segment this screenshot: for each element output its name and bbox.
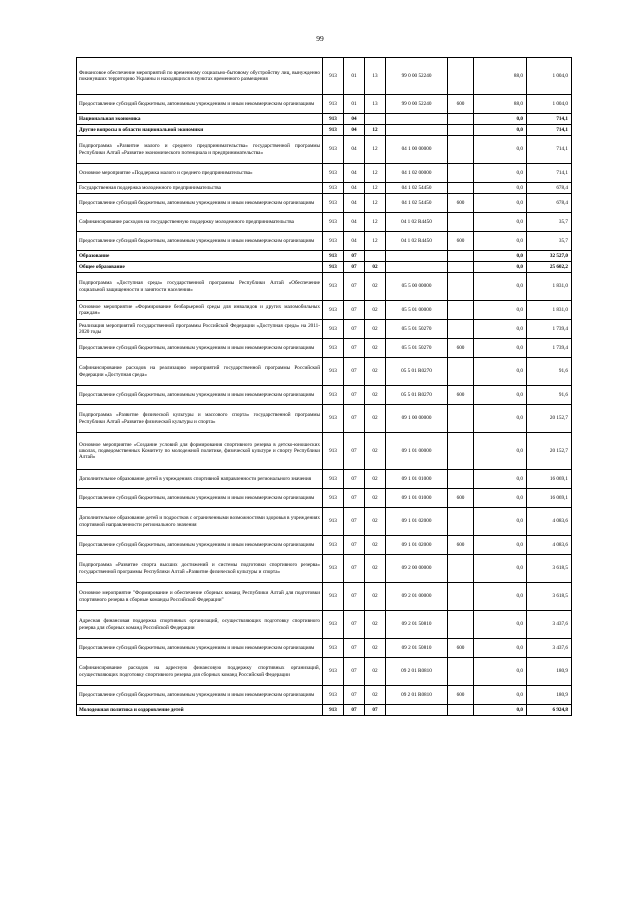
- row-section-code: 04: [344, 232, 365, 251]
- row-amount-2: 714,1: [527, 114, 572, 125]
- row-amount-1: 0,0: [474, 433, 527, 470]
- table-row: [77, 705, 572, 716]
- row-section-code: 07: [344, 705, 365, 716]
- row-target-article: 09 2 01 50810: [386, 639, 448, 658]
- row-amount-2: 678,4: [527, 194, 572, 213]
- row-name: Предоставление субсидий бюджетным, автономным учреждениям и иным некоммерческим организациям: [77, 339, 323, 358]
- row-section-code: 07: [344, 489, 365, 508]
- row-admin-code: 913: [323, 536, 344, 555]
- row-admin-code: 913: [323, 639, 344, 658]
- row-subsection-code: 13: [365, 58, 386, 95]
- row-amount-2: 714,1: [527, 164, 572, 183]
- row-target-article: 09 1 01 00000: [386, 433, 448, 470]
- row-subsection-code: 12: [365, 232, 386, 251]
- row-expense-type: [448, 273, 474, 301]
- row-amount-2: 1 739,4: [527, 339, 572, 358]
- row-amount-1: 0,0: [474, 164, 527, 183]
- row-amount-1: 0,0: [474, 639, 527, 658]
- row-admin-code: 913: [323, 470, 344, 489]
- row-amount-1: 0,0: [474, 658, 527, 686]
- row-expense-type: 600: [448, 194, 474, 213]
- table-row: [77, 114, 572, 125]
- row-name: Предоставление субсидий бюджетным, автономным учреждениям и иным некоммерческим организациям: [77, 639, 323, 658]
- row-name: Финансовое обеспечение мероприятий по временному социально-бытовому обустройству лиц, вынужденно покинувших территорию Украины и находящихся в пунктах временного размещения: [77, 58, 323, 95]
- row-target-article: [386, 251, 448, 262]
- row-name: Подпрограмма «Доступная среда» государственной программы Республики Алтай «Обеспечение социальной защищенности и занятости населения»: [77, 273, 323, 301]
- table-row: [77, 386, 572, 405]
- row-target-article: 04 1 00 00000: [386, 136, 448, 164]
- row-admin-code: 913: [323, 194, 344, 213]
- row-amount-1: 0,0: [474, 386, 527, 405]
- row-section-code: 07: [344, 301, 365, 320]
- row-amount-2: 32 527,0: [527, 251, 572, 262]
- row-expense-type: [448, 114, 474, 125]
- row-section-code: 04: [344, 194, 365, 213]
- row-name: Образование: [77, 251, 323, 262]
- row-section-code: 07: [344, 536, 365, 555]
- row-expense-type: [448, 433, 474, 470]
- row-amount-2: 20 152,7: [527, 405, 572, 433]
- row-target-article: 04 1 02 54450: [386, 183, 448, 194]
- row-subsection-code: 02: [365, 433, 386, 470]
- table-row: [77, 489, 572, 508]
- row-target-article: 09 1 01 02000: [386, 508, 448, 536]
- row-admin-code: 913: [323, 183, 344, 194]
- row-subsection-code: 02: [365, 262, 386, 273]
- row-name: Другие вопросы в области национальной экономики: [77, 125, 323, 136]
- row-admin-code: 913: [323, 611, 344, 639]
- row-admin-code: 913: [323, 262, 344, 273]
- row-target-article: 09 1 00 00000: [386, 405, 448, 433]
- row-subsection-code: [365, 114, 386, 125]
- row-expense-type: [448, 213, 474, 232]
- row-section-code: 07: [344, 508, 365, 536]
- table-row: [77, 213, 572, 232]
- row-target-article: 09 1 01 02000: [386, 536, 448, 555]
- row-subsection-code: [365, 251, 386, 262]
- row-target-article: 05 5 01 00000: [386, 301, 448, 320]
- table-row: [77, 262, 572, 273]
- row-target-article: 04 1 02 00000: [386, 164, 448, 183]
- row-admin-code: 913: [323, 705, 344, 716]
- row-amount-1: 0,0: [474, 262, 527, 273]
- row-admin-code: 913: [323, 213, 344, 232]
- row-amount-1: 0,0: [474, 705, 527, 716]
- row-target-article: 09 1 01 01000: [386, 489, 448, 508]
- row-amount-2: 3 618,5: [527, 583, 572, 611]
- row-section-code: 07: [344, 262, 365, 273]
- row-amount-2: 35,7: [527, 213, 572, 232]
- row-admin-code: 913: [323, 583, 344, 611]
- row-name: Предоставление субсидий бюджетным, автономным учреждениям и иным некоммерческим организациям: [77, 686, 323, 705]
- row-amount-2: 6 924,8: [527, 705, 572, 716]
- row-subsection-code: 02: [365, 639, 386, 658]
- row-target-article: [386, 705, 448, 716]
- row-admin-code: 913: [323, 405, 344, 433]
- row-subsection-code: 02: [365, 386, 386, 405]
- row-target-article: 05 5 01 50270: [386, 339, 448, 358]
- table-row: [77, 273, 572, 301]
- row-target-article: 05 5 00 00000: [386, 273, 448, 301]
- row-amount-2: 91,6: [527, 386, 572, 405]
- row-name: Основное мероприятие «Поддержка малого и среднего предпринимательства»: [77, 164, 323, 183]
- row-amount-1: 0,0: [474, 194, 527, 213]
- row-section-code: 04: [344, 125, 365, 136]
- row-subsection-code: 02: [365, 536, 386, 555]
- row-expense-type: 600: [448, 536, 474, 555]
- row-amount-2: 180,9: [527, 658, 572, 686]
- table-row: [77, 301, 572, 320]
- row-subsection-code: 12: [365, 125, 386, 136]
- row-amount-1: 0,0: [474, 136, 527, 164]
- row-target-article: 09 2 00 00000: [386, 555, 448, 583]
- row-amount-2: 714,1: [527, 136, 572, 164]
- row-amount-1: 0,0: [474, 301, 527, 320]
- page-number: 99: [316, 34, 324, 43]
- row-section-code: 07: [344, 658, 365, 686]
- row-target-article: 09 2 01 00000: [386, 583, 448, 611]
- row-section-code: 07: [344, 583, 365, 611]
- row-expense-type: 600: [448, 232, 474, 251]
- row-subsection-code: 12: [365, 183, 386, 194]
- row-subsection-code: 13: [365, 95, 386, 114]
- row-amount-1: 88,0: [474, 58, 527, 95]
- row-section-code: 07: [344, 273, 365, 301]
- row-target-article: 99 0 00 52240: [386, 58, 448, 95]
- row-expense-type: [448, 555, 474, 583]
- row-expense-type: [448, 705, 474, 716]
- row-admin-code: 913: [323, 273, 344, 301]
- table-row: [77, 251, 572, 262]
- row-admin-code: 913: [323, 136, 344, 164]
- row-subsection-code: 12: [365, 213, 386, 232]
- row-amount-2: 4 083,6: [527, 536, 572, 555]
- row-target-article: [386, 262, 448, 273]
- row-expense-type: [448, 183, 474, 194]
- row-expense-type: 600: [448, 339, 474, 358]
- row-name: Государственная поддержка молодежного предпринимательства: [77, 183, 323, 194]
- row-subsection-code: 12: [365, 136, 386, 164]
- row-admin-code: 913: [323, 125, 344, 136]
- row-name: Основное мероприятие "Формирование и обеспечение сборных команд Республики Алтай для подготовки спортивного резерва в сборные команды Российской Федерации": [77, 583, 323, 611]
- table-row: [77, 339, 572, 358]
- row-admin-code: 913: [323, 232, 344, 251]
- row-section-code: 04: [344, 136, 365, 164]
- table-row: [77, 95, 572, 114]
- row-amount-1: 0,0: [474, 114, 527, 125]
- row-expense-type: [448, 658, 474, 686]
- row-amount-2: 3 437,6: [527, 639, 572, 658]
- row-expense-type: [448, 58, 474, 95]
- row-name: Дополнительное образование детей в учреждениях спортивной направленности регионального значения: [77, 470, 323, 489]
- row-subsection-code: 12: [365, 194, 386, 213]
- row-subsection-code: 02: [365, 555, 386, 583]
- table-row: [77, 583, 572, 611]
- row-name: Предоставление субсидий бюджетным, автономным учреждениям и иным некоммерческим организациям: [77, 489, 323, 508]
- row-name: Софинансирование расходов на государственную поддержку молодежного предпринимательства: [77, 213, 323, 232]
- row-admin-code: 913: [323, 58, 344, 95]
- row-admin-code: 913: [323, 386, 344, 405]
- row-admin-code: 913: [323, 658, 344, 686]
- table-row: [77, 320, 572, 339]
- table-row: [77, 433, 572, 470]
- row-section-code: 07: [344, 405, 365, 433]
- row-subsection-code: 12: [365, 164, 386, 183]
- row-amount-1: 0,0: [474, 232, 527, 251]
- row-amount-2: 1 831,0: [527, 301, 572, 320]
- row-expense-type: 600: [448, 489, 474, 508]
- row-subsection-code: 07: [365, 705, 386, 716]
- row-amount-1: 0,0: [474, 611, 527, 639]
- row-subsection-code: 02: [365, 583, 386, 611]
- row-name: Предоставление субсидий бюджетным, автономным учреждениям и иным некоммерческим организациям: [77, 95, 323, 114]
- table-row: [77, 611, 572, 639]
- row-admin-code: 913: [323, 508, 344, 536]
- row-admin-code: 913: [323, 339, 344, 358]
- row-name: Подпрограмма «Развитие физической культуры и массового спорта» государственной программы Республики Алтай «Развитие физической культуры и спорта»: [77, 405, 323, 433]
- row-admin-code: 913: [323, 301, 344, 320]
- table-row: [77, 183, 572, 194]
- row-admin-code: 913: [323, 251, 344, 262]
- row-amount-1: 0,0: [474, 489, 527, 508]
- row-target-article: 05 5 01 50270: [386, 320, 448, 339]
- row-section-code: 01: [344, 95, 365, 114]
- table-row: [77, 136, 572, 164]
- row-target-article: 99 0 00 52240: [386, 95, 448, 114]
- row-admin-code: 913: [323, 164, 344, 183]
- row-subsection-code: 02: [365, 301, 386, 320]
- row-amount-2: 3 618,5: [527, 555, 572, 583]
- table-row: [77, 358, 572, 386]
- row-section-code: 04: [344, 183, 365, 194]
- row-admin-code: 913: [323, 686, 344, 705]
- row-name: Подпрограмма «Развитие спорта высших достижений и системы подготовки спортивного резерва» государственной программы Республики Алтай «Развитие физической культуры и спорта»: [77, 555, 323, 583]
- row-amount-2: 1 004,0: [527, 58, 572, 95]
- row-expense-type: 600: [448, 639, 474, 658]
- table-row: [77, 536, 572, 555]
- row-amount-2: 35,7: [527, 232, 572, 251]
- table-row: [77, 555, 572, 583]
- row-name: Предоставление субсидий бюджетным, автономным учреждениям и иным некоммерческим организациям: [77, 386, 323, 405]
- row-admin-code: 913: [323, 358, 344, 386]
- budget-table: [76, 57, 572, 716]
- row-section-code: 07: [344, 386, 365, 405]
- row-name: Дополнительное образование детей и подростков с ограниченными возможностями здоровья в учреждениях спортивной направленности регионального значения: [77, 508, 323, 536]
- row-amount-2: 16 069,1: [527, 489, 572, 508]
- row-amount-1: 0,0: [474, 273, 527, 301]
- row-section-code: 07: [344, 470, 365, 489]
- table-row: [77, 639, 572, 658]
- row-amount-2: 1 004,0: [527, 95, 572, 114]
- row-name: Молодежная политика и оздоровление детей: [77, 705, 323, 716]
- row-amount-1: 0,0: [474, 183, 527, 194]
- row-subsection-code: 02: [365, 611, 386, 639]
- row-subsection-code: 02: [365, 339, 386, 358]
- row-expense-type: 600: [448, 386, 474, 405]
- row-amount-1: 0,0: [474, 686, 527, 705]
- row-amount-1: 88,0: [474, 95, 527, 114]
- row-expense-type: 600: [448, 686, 474, 705]
- row-amount-2: 180,9: [527, 686, 572, 705]
- row-amount-2: 1 739,4: [527, 320, 572, 339]
- row-subsection-code: 02: [365, 358, 386, 386]
- row-name: Основное мероприятие «Формирование безбарьерной среды для инвалидов и других маломобильных граждан»: [77, 301, 323, 320]
- row-subsection-code: 02: [365, 470, 386, 489]
- table-row: [77, 658, 572, 686]
- row-amount-1: 0,0: [474, 536, 527, 555]
- row-name: Софинансирование расходов на адресную финансовую поддержку спортивных организаций, осуществляющих подготовку спортивного резерва для сборных команд Российской Федерации: [77, 658, 323, 686]
- table-row: [77, 470, 572, 489]
- row-amount-2: 1 831,0: [527, 273, 572, 301]
- table-row: [77, 686, 572, 705]
- row-target-article: 05 5 01 R0270: [386, 386, 448, 405]
- row-name: Адресная финансовая поддержка спортивных организаций, осуществляющих подготовку спортивного резерва для сборных команд Российской Федерации: [77, 611, 323, 639]
- row-subsection-code: 02: [365, 405, 386, 433]
- row-target-article: 04 1 02 54450: [386, 194, 448, 213]
- row-amount-2: 16 069,1: [527, 470, 572, 489]
- row-subsection-code: 02: [365, 273, 386, 301]
- row-amount-2: 20 152,7: [527, 433, 572, 470]
- row-admin-code: 913: [323, 555, 344, 583]
- row-admin-code: 913: [323, 95, 344, 114]
- row-subsection-code: 02: [365, 686, 386, 705]
- row-expense-type: [448, 405, 474, 433]
- row-admin-code: 913: [323, 114, 344, 125]
- row-name: Софинансирование расходов на реализацию мероприятий государственной программы Российской Федерации «Доступная среда»: [77, 358, 323, 386]
- row-admin-code: 913: [323, 489, 344, 508]
- row-section-code: 01: [344, 58, 365, 95]
- row-expense-type: [448, 125, 474, 136]
- row-amount-1: 0,0: [474, 251, 527, 262]
- row-expense-type: [448, 251, 474, 262]
- row-amount-1: 0,0: [474, 470, 527, 489]
- row-target-article: 04 1 02 R4450: [386, 213, 448, 232]
- row-expense-type: [448, 611, 474, 639]
- row-name: Общее образование: [77, 262, 323, 273]
- row-expense-type: [448, 508, 474, 536]
- table-body: [77, 58, 572, 716]
- table-row: [77, 405, 572, 433]
- row-expense-type: [448, 470, 474, 489]
- row-target-article: 09 2 01 50810: [386, 611, 448, 639]
- row-target-article: [386, 125, 448, 136]
- row-expense-type: [448, 164, 474, 183]
- row-subsection-code: 02: [365, 320, 386, 339]
- row-section-code: 07: [344, 320, 365, 339]
- row-amount-2: 25 602,2: [527, 262, 572, 273]
- row-expense-type: [448, 136, 474, 164]
- row-section-code: 07: [344, 251, 365, 262]
- row-section-code: 07: [344, 639, 365, 658]
- row-amount-1: 0,0: [474, 405, 527, 433]
- row-section-code: 07: [344, 611, 365, 639]
- row-expense-type: [448, 262, 474, 273]
- row-amount-1: 0,0: [474, 320, 527, 339]
- row-expense-type: [448, 358, 474, 386]
- row-admin-code: 913: [323, 320, 344, 339]
- row-name: Основное мероприятие «Создание условий для формирования спортивного резерва в детско-юношеских школах, подведомственных Комитету по молодежной политике, физической культуре и спорту Республики Алтай»: [77, 433, 323, 470]
- row-name: Предоставление субсидий бюджетным, автономным учреждениям и иным некоммерческим организациям: [77, 232, 323, 251]
- row-subsection-code: 02: [365, 508, 386, 536]
- row-amount-1: 0,0: [474, 508, 527, 536]
- row-target-article: 09 2 01 R0810: [386, 658, 448, 686]
- row-expense-type: [448, 301, 474, 320]
- row-name: Предоставление субсидий бюджетным, автономным учреждениям и иным некоммерческим организациям: [77, 194, 323, 213]
- row-section-code: 04: [344, 213, 365, 232]
- row-name: Предоставление субсидий бюджетным, автономным учреждениям и иным некоммерческим организациям: [77, 536, 323, 555]
- row-amount-2: 4 083,6: [527, 508, 572, 536]
- row-section-code: 07: [344, 358, 365, 386]
- table-row: [77, 194, 572, 213]
- row-target-article: [386, 114, 448, 125]
- row-amount-1: 0,0: [474, 358, 527, 386]
- row-section-code: 04: [344, 164, 365, 183]
- row-amount-2: 91,6: [527, 358, 572, 386]
- row-name: Реализация мероприятий государственной программы Российской Федерации «Доступная среда» на 2011-2020 годы: [77, 320, 323, 339]
- row-amount-1: 0,0: [474, 583, 527, 611]
- table-row: [77, 232, 572, 251]
- row-subsection-code: 02: [365, 489, 386, 508]
- row-section-code: 07: [344, 686, 365, 705]
- row-amount-2: 678,4: [527, 183, 572, 194]
- row-amount-2: 714,1: [527, 125, 572, 136]
- row-amount-2: 3 437,6: [527, 611, 572, 639]
- row-expense-type: [448, 583, 474, 611]
- row-section-code: 07: [344, 555, 365, 583]
- row-name: Подпрограмма «Развитие малого и среднего предпринимательства» государственной программы Республики Алтай «Развитие экономического потенциала и предпринимательства»: [77, 136, 323, 164]
- row-admin-code: 913: [323, 433, 344, 470]
- table-row: [77, 125, 572, 136]
- row-section-code: 07: [344, 339, 365, 358]
- row-section-code: 04: [344, 114, 365, 125]
- table-row: [77, 164, 572, 183]
- row-amount-1: 0,0: [474, 213, 527, 232]
- row-subsection-code: 02: [365, 658, 386, 686]
- row-section-code: 07: [344, 433, 365, 470]
- row-target-article: 09 2 01 R0810: [386, 686, 448, 705]
- row-amount-1: 0,0: [474, 555, 527, 583]
- row-target-article: 05 5 01 R0270: [386, 358, 448, 386]
- row-amount-1: 0,0: [474, 125, 527, 136]
- row-target-article: 04 1 02 R4450: [386, 232, 448, 251]
- row-expense-type: 600: [448, 95, 474, 114]
- row-target-article: 09 1 01 01000: [386, 470, 448, 489]
- row-amount-1: 0,0: [474, 339, 527, 358]
- row-name: Национальная экономика: [77, 114, 323, 125]
- table-row: [77, 58, 572, 95]
- row-expense-type: [448, 320, 474, 339]
- table-row: [77, 508, 572, 536]
